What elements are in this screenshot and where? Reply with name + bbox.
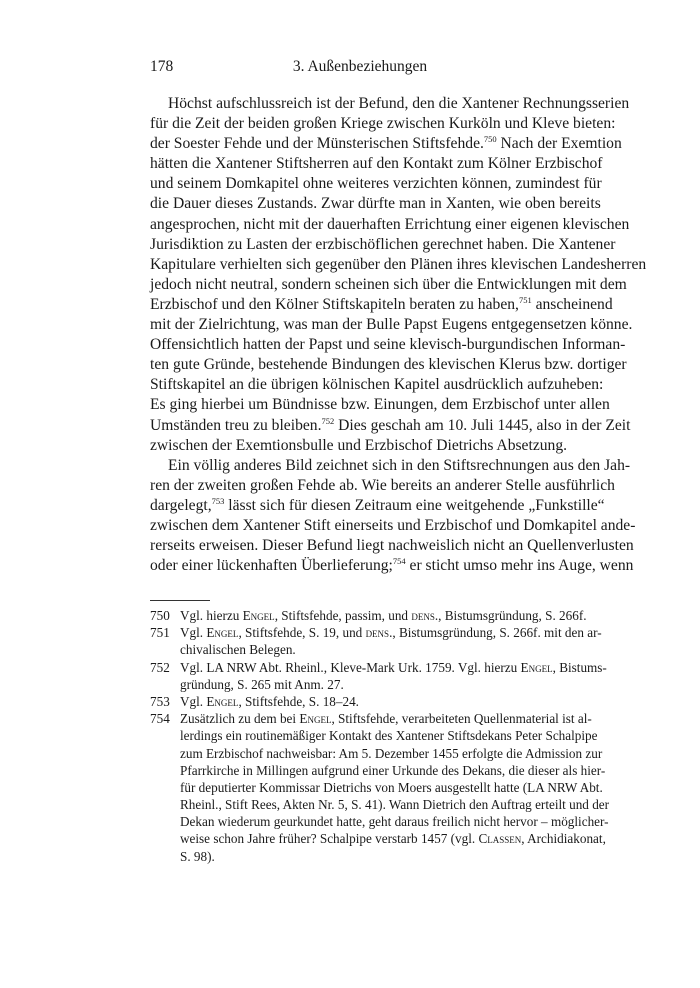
author-name-smallcaps: Engel [206, 625, 239, 641]
text-run: dargelegt, [150, 496, 212, 514]
text-run: Vgl. hierzu [180, 608, 243, 623]
text-run: zwischen der Exemtionsbulle und Erzbischof Dietrichs Absetzung. [150, 436, 568, 454]
text-run: hätten die Xantener Stiftsherren auf den Kontakt zum Kölner Erzbischof [150, 155, 603, 173]
text-line [150, 134, 622, 154]
footnote-reference[interactable]: 752 [321, 415, 335, 426]
text-run: jedoch nicht neutral, sondern scheinen sich über die Entwicklungen mit dem [150, 275, 627, 293]
page-header [150, 58, 570, 78]
text-run: , Stiftsfehde, passim, und [274, 608, 412, 623]
author-name-smallcaps: Engel [299, 711, 332, 727]
text-line [150, 174, 602, 194]
text-run: ren der zweiten großen Fehde ab. Wie bereits an anderer Stelle ausführlich [150, 476, 615, 494]
text-run: oder einer lückenhaften Überlieferung; [150, 557, 393, 575]
author-name-smallcaps: Engel [242, 608, 275, 623]
footnote-reference[interactable]: 750 [483, 134, 497, 145]
author-name-smallcaps: Classen [478, 831, 522, 847]
footnote-line [180, 607, 587, 624]
text-line [150, 436, 571, 456]
text-run: , Bistumsgründung, S. 266f. mit den ar- [392, 625, 602, 641]
page-number: 178 [150, 58, 174, 75]
footnote-number: 753 [150, 693, 170, 709]
text-line [150, 194, 601, 214]
text-run: Vgl. LA NRW Abt. Rheinl., Kleve-Mark Urk. 1759. Vgl. hierzu [180, 659, 521, 675]
footnote-line [180, 710, 592, 727]
text-line [150, 355, 627, 375]
text-line [150, 556, 634, 576]
text-run: angesprochen, nicht mit der dauerhaften Errichtung einer eigenen klevischen [150, 215, 630, 233]
text-run: ten gute Gründe, bestehende Bindungen des klevischen Klerus bzw. dortiger [150, 356, 627, 374]
footnotes [150, 607, 610, 865]
text-run: Kapitulare verhielten sich gegenüber den Plänen ihres klevischen Landesherren [150, 255, 647, 273]
footnote-separator [150, 600, 210, 601]
text-run: für die Zeit der beiden großen Kriege zwischen Kurköln und Kleve bieten: [150, 115, 616, 133]
footnote-line [180, 641, 571, 658]
text-run: Vgl. [180, 625, 207, 641]
text-run: Erzbischof und den Kölner Stiftskapiteln beraten zu haben, [150, 295, 519, 313]
text-line [150, 456, 631, 476]
footnote [150, 659, 607, 693]
text-run: Umständen treu zu bleiben. [150, 416, 322, 434]
text-run: anscheinend [531, 295, 613, 313]
text-run: , Bistumsgründung, S. 266f. [438, 608, 587, 623]
footnote [150, 624, 602, 658]
text-run: , Archidiakonat, [521, 831, 606, 847]
text-line [150, 154, 603, 174]
text-run: S. 98). [180, 848, 215, 864]
text-run: Offensichtlich hatten der Papst und seine klevisch-burgundischen Informan- [150, 336, 626, 354]
text-run: mit der Zielrichtung, was man der Bulle Papst Eugens entgegensetzen könne. [150, 316, 633, 334]
footnote-line [180, 830, 606, 847]
text-run: Pfarrkirche in Millingen aufgrund einer Urkunde des Dekans, die dieser als hier- [180, 762, 606, 778]
text-run: gründung, S. 265 mit Anm. 27. [180, 676, 344, 692]
text-line [150, 94, 630, 114]
text-line [150, 476, 615, 496]
footnote-line [180, 693, 571, 710]
text-run: Vgl. [180, 693, 207, 709]
text-line [150, 395, 610, 415]
text-line [150, 375, 604, 395]
footnote-reference[interactable]: 751 [518, 294, 532, 305]
text-run: zum Erzbischof nachweisbar: Am 5. Dezember 1455 erfolgte die Admission zur [180, 745, 603, 761]
footnote [150, 693, 571, 710]
text-run: und seinem Domkapitel ohne weiteres verzichten können, zumindest für [150, 175, 602, 193]
author-name-smallcaps: dens. [411, 608, 439, 623]
author-name-smallcaps: Engel [520, 659, 553, 675]
footnote-line [180, 727, 598, 744]
text-line [150, 335, 626, 355]
footnote-line [180, 676, 571, 693]
text-run: rerseits erweisen. Dieser Befund liegt nachweislich nicht an Quellenverlusten [150, 537, 634, 555]
footnote-reference[interactable]: 753 [211, 495, 225, 506]
text-line [150, 215, 630, 235]
main-text [150, 94, 647, 576]
author-name-smallcaps: Engel [206, 693, 239, 709]
footnote-line [180, 848, 571, 865]
text-run: , Stiftsfehde, verarbeiteten Quellenmaterial ist al- [331, 711, 592, 727]
text-run: , Stiftsfehde, S. 18–24. [238, 693, 359, 709]
text-run: Zusätzlich zu dem bei [180, 711, 300, 727]
footnote-reference[interactable]: 754 [392, 556, 406, 567]
text-run: die Dauer dieses Zustands. Zwar dürfte man in Xanten, wie oben bereits [150, 195, 601, 213]
text-run: lässt sich für diesen Zeitraum eine weitgehende „Funkstille“ [224, 496, 605, 514]
footnote-line [180, 779, 603, 796]
footnote-number: 752 [150, 659, 170, 675]
text-run: lerdings ein routinemäßiger Kontakt des Xantener Stiftsdekans Peter Schalpipe [180, 728, 598, 744]
paragraph [150, 94, 647, 456]
text-line [150, 495, 605, 516]
text-line [150, 255, 647, 275]
text-run: für deputierter Kommissar Dietrichs von Moers ausgestellt hatte (LA NRW Abt. [180, 779, 603, 795]
text-line [150, 415, 631, 436]
footnote-line [180, 796, 610, 813]
text-line [150, 315, 633, 335]
text-run: chivalischen Belegen. [180, 642, 296, 658]
text-line [150, 275, 627, 295]
text-run: er sticht umso mehr ins Auge, wenn [405, 557, 634, 575]
footnote-line [180, 659, 607, 676]
footnote-number: 750 [150, 608, 170, 623]
text-run: Jurisdiktion zu Lasten der erzbischöflichen gerechnet haben. Die Xantener [150, 235, 616, 253]
text-run: der Soester Fehde und der Münsterischen Stiftsfehde. [150, 135, 484, 153]
text-line [150, 235, 616, 255]
text-line [150, 536, 634, 556]
footnote [150, 710, 610, 865]
footnote-number: 754 [150, 711, 170, 727]
footnote [150, 607, 587, 624]
text-run: Rheinl., Stift Rees, Akten Nr. 5, S. 41). Wann Dietrich den Auftrag erteilt und der [180, 797, 610, 813]
text-run: Ein völlig anderes Bild zeichnet sich in den Stiftsrechnungen aus den Jah- [168, 456, 631, 474]
footnote-line [180, 762, 606, 779]
text-run: weise schon Jahre früher? Schalpipe verstarb 1457 (vgl. [180, 831, 479, 847]
text-line [150, 516, 636, 536]
text-run: , Bistums- [552, 659, 607, 675]
footnote-line [180, 624, 602, 641]
footnote-line [180, 745, 603, 762]
text-run: Stiftskapitel an die übrigen kölnischen Kapitel ausdrücklich aufzuheben: [150, 376, 604, 394]
footnote-number: 751 [150, 625, 170, 641]
text-run: , Stiftsfehde, S. 19, und [238, 625, 366, 641]
text-run: Dies geschah am 10. Juli 1445, also in der Zeit [334, 416, 631, 434]
text-run: Dekan wiederum geurkundet hatte, geht daraus freilich nicht hervor – möglicher- [180, 814, 609, 830]
footnote-line [180, 813, 609, 830]
running-head: 3. Außenbeziehungen [292, 58, 428, 75]
text-line [150, 114, 616, 134]
text-line [150, 294, 613, 315]
text-run: Es ging hierbei um Bündnisse bzw. Einungen, dem Erzbischof unter allen [150, 396, 610, 414]
text-run: zwischen dem Xantener Stift einerseits und Erzbischof und Domkapitel ande- [150, 516, 636, 534]
author-name-smallcaps: dens. [365, 625, 393, 641]
paragraph [150, 456, 636, 577]
text-run: Nach der Exemtion [496, 135, 622, 153]
text-run: Höchst aufschlussreich ist der Befund, den die Xantener Rechnungsserien [168, 95, 630, 112]
